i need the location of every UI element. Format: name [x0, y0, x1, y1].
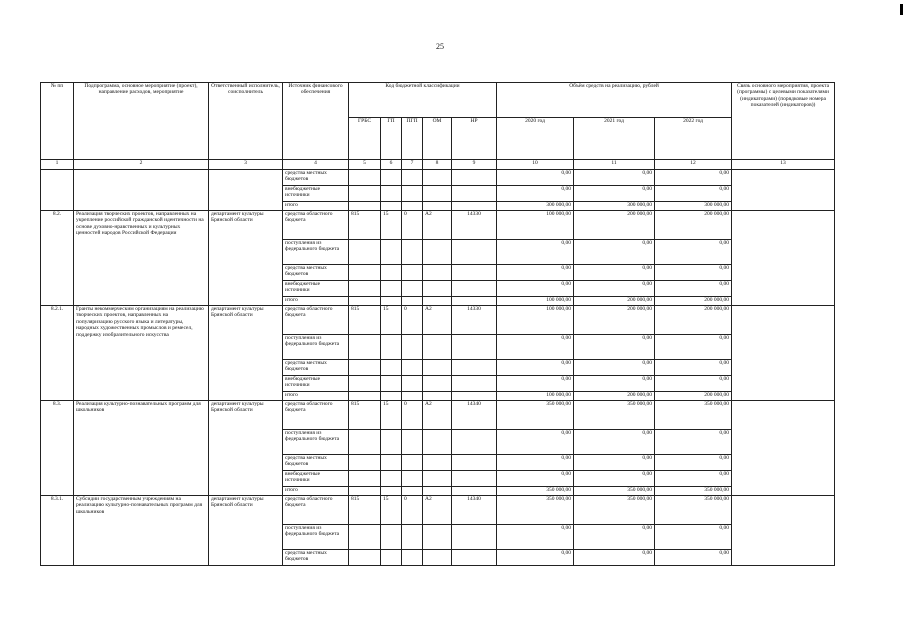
page-number: 25 [436, 42, 444, 51]
header-link: Связь основного мероприятия, проекта (программы) с целевыми показателями (индикаторами) (порядковые номера показателей (индикаторов)) [732, 83, 835, 160]
edge-mark [900, 4, 903, 15]
table-row: внебюджетные источники 0,00 0,00 0,00 [41, 471, 835, 487]
header-no: № пп [41, 83, 74, 160]
table-row: внебюджетные источники 0,00 0,00 0,00 [41, 186, 835, 202]
table-row: итого 350 000,00 350 000,00 350 000,00 [41, 487, 835, 496]
header-np: НР [452, 118, 497, 160]
table-row: 8.2.1. Гранты некоммерческим организациям на реализацию творческих проектов, направленных на популяризацию русского языка и литературы, народных художественных промыслов и ремесел, поддержку изобразительного искусства департамент культуры Брянской области средства областного бюджета 815 15 0 А2 14330 100 000,00 200 000,00 200 000,00 [41, 306, 835, 335]
header-source: Источник финансового обеспечения [283, 83, 349, 160]
header-2021: 2021 год [574, 118, 655, 160]
header-2022: 2022 год [655, 118, 732, 160]
header-volume: Объём средств на реализацию, рублей [497, 83, 732, 118]
table-row: внебюджетные источники 0,00 0,00 0,00 [41, 281, 835, 297]
header-gp: ГП [381, 118, 402, 160]
table-row: итого 100 000,00 200 000,00 200 000,00 [41, 392, 835, 401]
budget-table [40, 82, 835, 566]
table-row: поступления из федерального бюджета 0,00 0,00 0,00 [41, 430, 835, 455]
table-row: 8.2. Реализация творческих проектов, направленных на укрепление российской гражданской идентичности на основе духовно-нравственных и культурных ценностей народов Российской Федерации департамент культуры Брянской области средства областного бюджета 815 15 0 А2 14330 100 000,00 200 000,00 200 000,00 [41, 211, 835, 240]
index-row: 1 2 3 4 5 6 7 8 9 10 11 12 13 [41, 160, 835, 170]
table-row: 8.3.1. Субсидии государственным учреждениям на реализацию культурно-познавательных программ для школьников департамент культуры Брянской области средства областного бюджета 815 15 0 А2 14340 350 000,00 350 000,00 350 000,00 [41, 496, 835, 525]
table-row: средства местных бюджетов 0,00 0,00 0,00 [41, 360, 835, 376]
table-row: средства местных бюджетов 0,00 0,00 0,00 [41, 550, 835, 566]
table-row: поступления из федерального бюджета 0,00 0,00 0,00 [41, 240, 835, 265]
table-row: 8.3. Реализация культурно-познавательных программ для школьников департамент культуры Брянской области средства областного бюджета 815 15 0 А2 14340 350 000,00 350 000,00 350 000,00 [41, 401, 835, 430]
table-row: итого 300 000,00 300 000,00 300 000,00 [41, 202, 835, 211]
header-name: Подпрограмма, основное мероприятие (проект), направление расходов, мероприятие [74, 83, 209, 160]
table-row: внебюджетные источники 0,00 0,00 0,00 [41, 376, 835, 392]
header-om: ОМ [423, 118, 452, 160]
header-budget-code: Код бюджетной классификации [349, 83, 497, 118]
header-executor: Ответственный исполнитель, соисполнитель [209, 83, 283, 160]
table-row: поступления из федерального бюджета 0,00 0,00 0,00 [41, 335, 835, 360]
table-row: поступления из федерального бюджета 0,00 0,00 0,00 [41, 525, 835, 550]
header-grbs: ГРБС [349, 118, 381, 160]
table-row: средства местных бюджетов 0,00 0,00 0,00 [41, 265, 835, 281]
header-2020: 2020 год [497, 118, 574, 160]
table-row: средства местных бюджетов 0,00 0,00 0,00 [41, 455, 835, 471]
header-pgp: ПГП [402, 118, 423, 160]
table-row: средства местных бюджетов 0,00 0,00 0,00 [41, 170, 835, 186]
table-row: итого 100 000,00 200 000,00 200 000,00 [41, 297, 835, 306]
